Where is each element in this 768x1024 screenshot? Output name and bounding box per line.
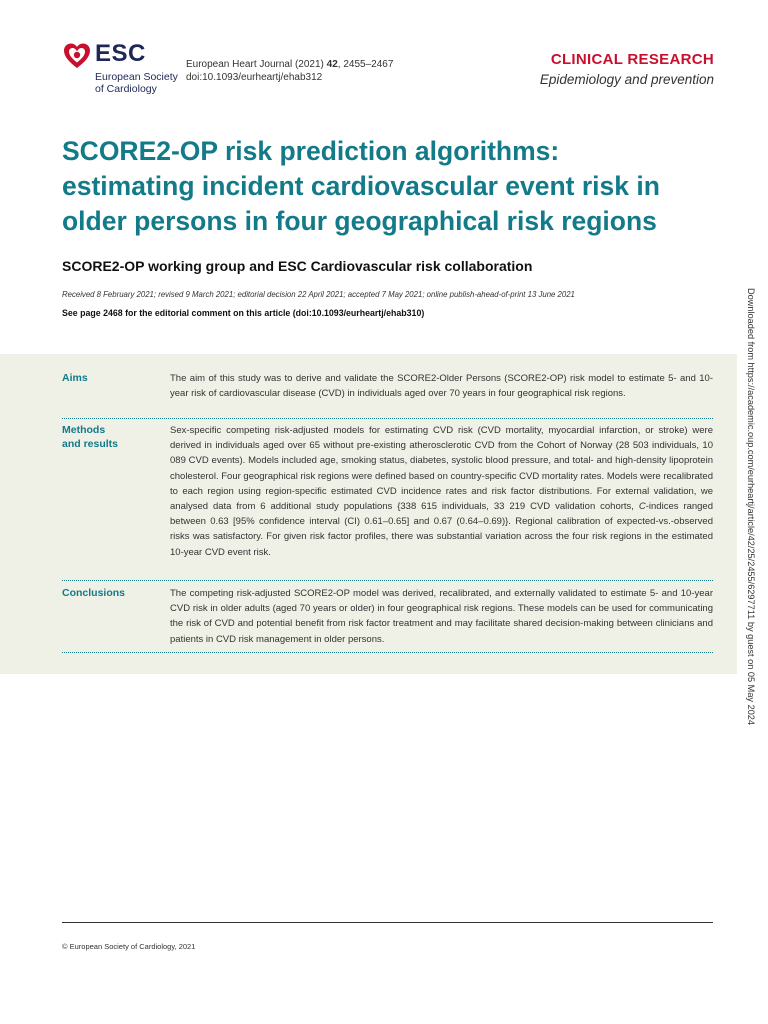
article-authors: SCORE2-OP working group and ESC Cardiovascular risk collaboration xyxy=(62,258,533,274)
received-dates: Received 8 February 2021; revised 9 March 2021; editorial decision 22 April 2021; accepted 7 May 2021; online publish-ahead-of-print 13 June 2021 xyxy=(62,290,575,299)
section-category: CLINICAL RESEARCH xyxy=(550,51,714,68)
editorial-note: See page 2468 for the editorial comment on this article (doi:10.1093/eurheartj/ehab310) xyxy=(62,308,425,318)
logo-society-text: European Society of Cardiology xyxy=(95,71,178,95)
abstract-box xyxy=(0,354,737,674)
section-subcategory: Epidemiology and prevention xyxy=(539,72,714,87)
heart-logo-icon xyxy=(62,41,92,71)
aims-label: Aims xyxy=(62,372,88,384)
section-label xyxy=(540,51,714,87)
footer-rule xyxy=(62,922,713,923)
abstract-divider xyxy=(62,652,713,653)
download-notice: Downloaded from https://academic.oup.com/eurheartj/article/42/25/2455/6297711 by guest on 05 May 2024 xyxy=(746,288,756,726)
article-title: SCORE2-OP risk prediction algorithms: estimating incident cardiovascular event risk in older persons in four geographical risk regions xyxy=(62,136,660,236)
abstract-divider xyxy=(62,418,713,419)
methods-label: Methods and results xyxy=(62,424,119,450)
abstract-divider xyxy=(62,580,713,581)
conclusions-text: The competing risk-adjusted SCORE2-OP model was derived, recalibrated, and externally validated to estimate 5- and 10-year CVD risk in older adults (aged 70 years or older) in four geographical risk regions. These models can be used for communicating the risk of CVD and potential benefit from risk factor treatment and may facilitate shared decision-making between clinicians and patients in CVD risk management in older persons. xyxy=(170,588,713,645)
esc-logo xyxy=(62,40,182,96)
page-header xyxy=(62,40,714,100)
copyright-notice: © European Society of Cardiology, 2021 xyxy=(62,942,196,951)
aims-text: The aim of this study was to derive and validate the SCORE2-Older Persons (SCORE2-OP) risk model to estimate 5- and 10-year risk of cardiovascular disease (CVD) in individuals aged over 70 years in four geographical risk regions. xyxy=(170,373,713,400)
journal-line: European Heart Journal (2021) 42, 2455–2467 xyxy=(186,59,394,70)
logo-esc-text: ESC xyxy=(95,40,146,67)
conclusions-label: Conclusions xyxy=(62,587,126,599)
journal-doi: doi:10.1093/eurheartj/ehab312 xyxy=(186,72,323,83)
methods-text: Sex-specific competing risk-adjusted models for estimating CVD risk (CVD mortality, myocardial infarction, or stroke) were derived in individuals aged over 65 without pre-existing atherosclerotic CVD from the Cohort of Norway (28 503 individuals, 10 089 CVD events). Models included age, smoking status, diabetes, systolic blood pressure, and total- and high-density lipoprotein cholesterol. Four geographical risk regions were defined based on country-specific CVD mortality rates. Models were recalibrated to each region using region-specific estimated CVD incidence rates and risk factor distributions. For external validation, we analysed data from 6 additional study populations {338 615 individuals, 33 219 CVD validation cohorts, C-indices ranged between 0.63 [95% confidence interval (CI) 0.61–0.65] and 0.67 (0.64–0.69)}. Regional calibration of expected-vs.-observed risks was satisfactory. For given risk factor profiles, there was substantial variation across the four risk regions in the estimated 10-year CVD event risk. xyxy=(170,425,713,558)
journal-citation xyxy=(186,58,393,84)
